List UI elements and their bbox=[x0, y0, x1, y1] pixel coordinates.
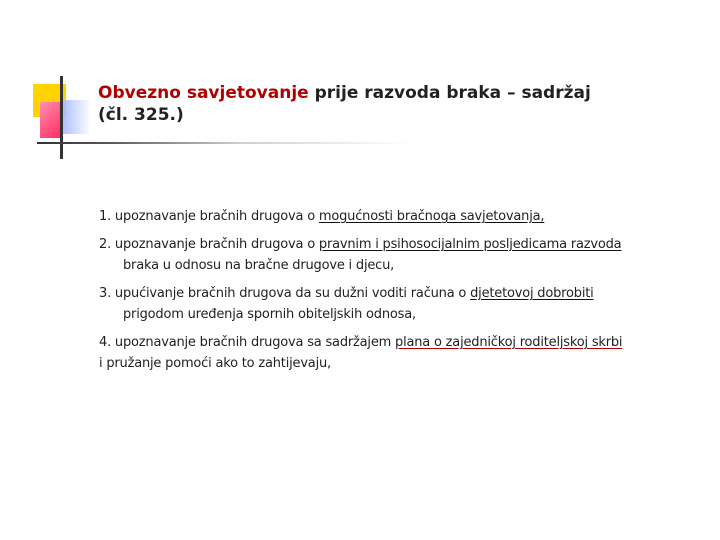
item-continuation: i pružanje pomoći ako to zahtijevaju, bbox=[99, 356, 331, 371]
list-item-2 bbox=[99, 234, 699, 276]
slide-title bbox=[98, 82, 591, 126]
title-highlight: Obvezno savjetovanje bbox=[98, 83, 309, 103]
item-link-marriage-counseling[interactable]: mogućnosti bračnoga savjetovanja, bbox=[318, 209, 545, 224]
blue-square-decoration bbox=[61, 100, 91, 134]
item-link-parental-care-plan[interactable]: plana o zajedničkoj roditeljskoj skrbi bbox=[395, 335, 623, 350]
title-article-ref: (čl. 325.) bbox=[98, 105, 184, 125]
red-square-decoration bbox=[40, 102, 62, 138]
item-text: 2. upoznavanje bračnih drugova o bbox=[99, 237, 319, 252]
item-link-legal-consequences[interactable]: pravnim i psihosocijalnim posljedicama razvoda bbox=[318, 237, 622, 252]
item-link-child-welfare[interactable]: djetetovoj dobrobiti bbox=[470, 286, 594, 301]
list-item-4 bbox=[99, 332, 699, 374]
item-continuation: braka u odnosu na bračne drugove i djecu, bbox=[123, 258, 395, 273]
vertical-rule bbox=[60, 76, 63, 159]
content-list bbox=[99, 206, 699, 381]
title-rest: prije razvoda braka – sadržaj bbox=[308, 83, 591, 103]
list-item-1 bbox=[99, 206, 699, 227]
list-item-3 bbox=[99, 283, 699, 325]
item-continuation: prigodom uređenja spornih obiteljskih odnosa, bbox=[123, 307, 416, 322]
horizontal-rule bbox=[37, 142, 717, 144]
item-text: 3. upućivanje bračnih drugova da su dužni voditi računa o bbox=[99, 286, 471, 301]
item-text: 4. upoznavanje bračnih drugova sa sadržajem bbox=[99, 335, 396, 350]
item-text: 1. upoznavanje bračnih drugova o bbox=[99, 209, 319, 224]
